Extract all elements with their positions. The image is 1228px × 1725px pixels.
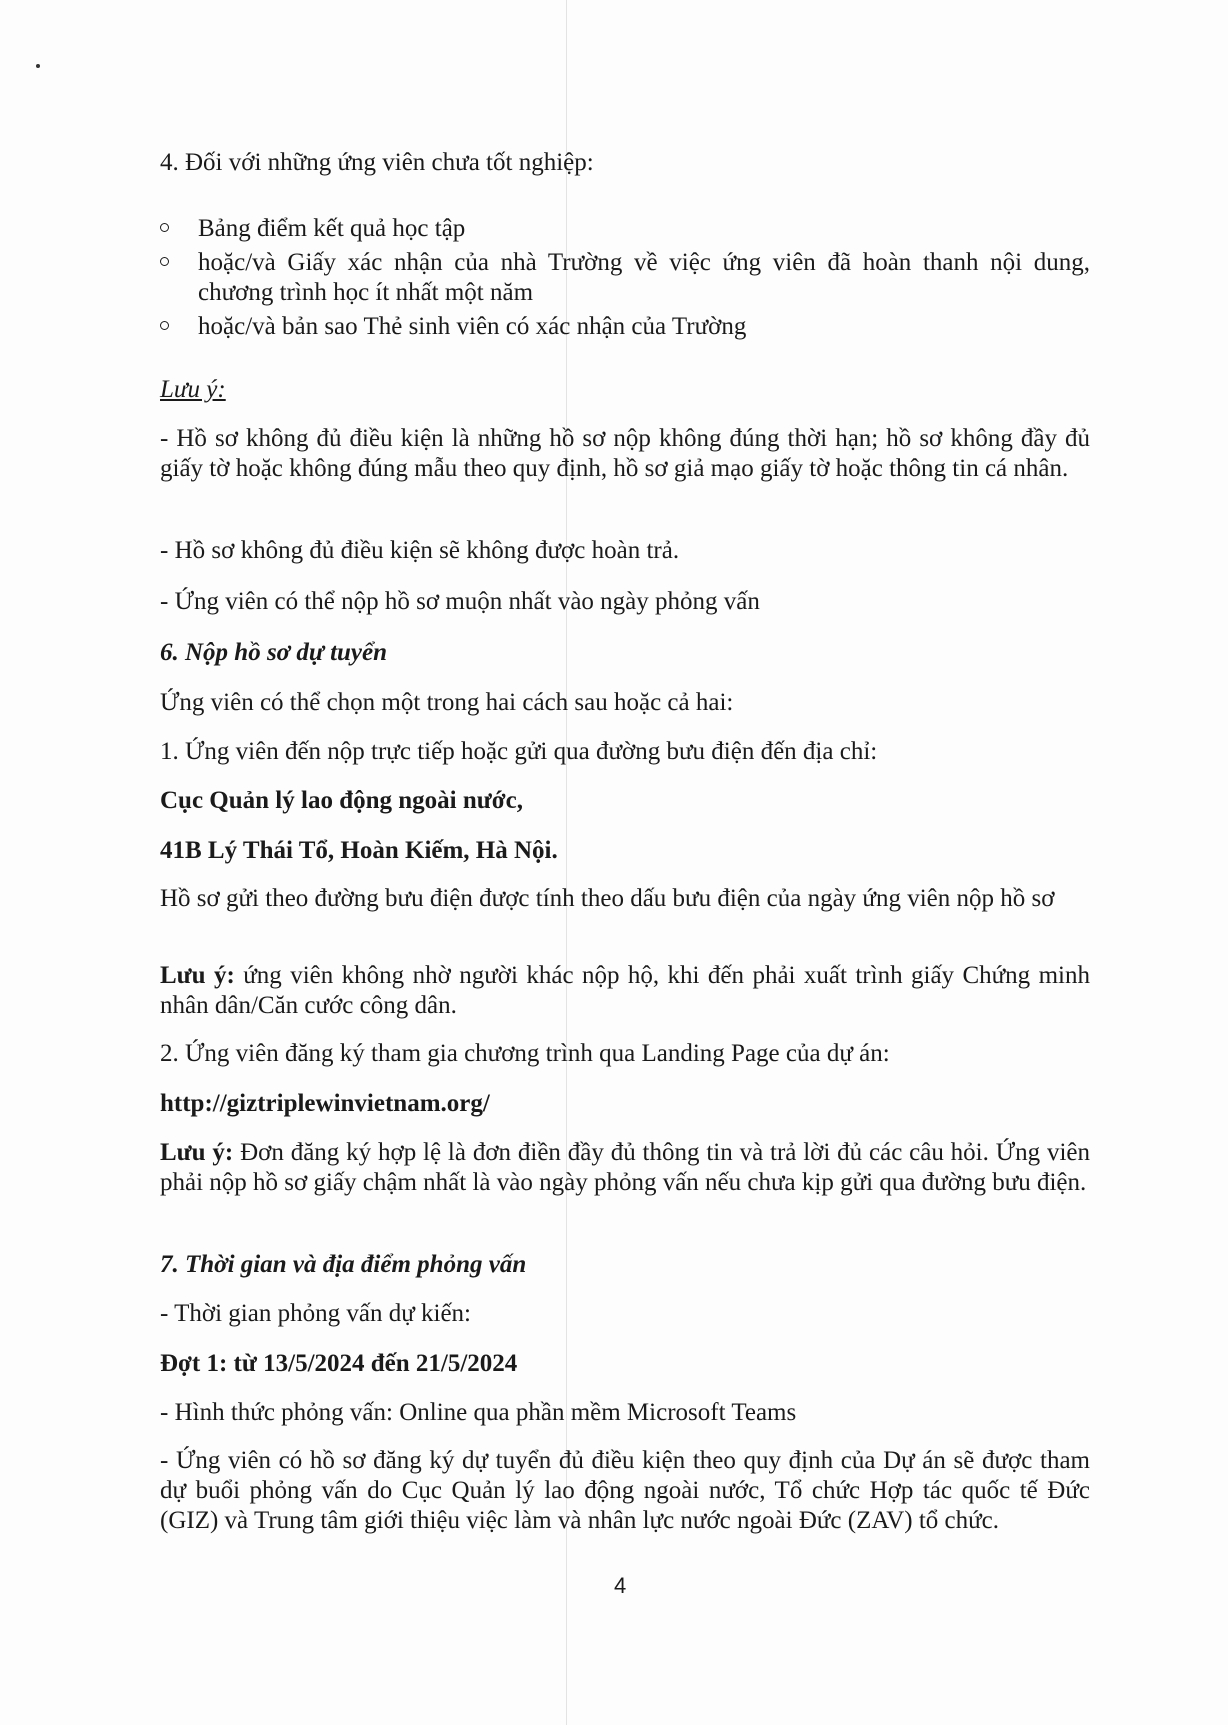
- note-text: Đơn đăng ký hợp lệ là đơn điền đầy đủ thông tin và trả lời đủ các câu hỏi. Ứng viên phải nộp hồ sơ giấy chậm nhất là vào ngày phỏng vấn nếu chưa kịp gửi qua đường bưu điện.: [160, 1139, 1091, 1196]
- option1-text: 1. Ứng viên đến nộp trực tiếp hoặc gửi qua đường bưu điện đến địa chỉ:: [160, 738, 878, 765]
- note-paragraph: - Hồ sơ không đủ điều kiện là những hồ sơ nộp không đúng thời hạn; hồ sơ không đầy đủ giấy tờ hoặc không đúng mẫu theo quy định, hồ sơ giả mạo giấy tờ hoặc thông tin cá nhân.: [160, 425, 1090, 482]
- interview-round1: Đợt 1: từ 13/5/2024 đến 21/5/2024: [160, 1350, 518, 1377]
- circle-bullet-icon: [160, 223, 169, 232]
- interview-eligibility: - Ứng viên có hồ sơ đăng ký dự tuyển đủ điều kiện theo quy định của Dự án sẽ được tham dự buổi phỏng vấn do Cục Quản lý lao động ngoài nước, Tổ chức Hợp tác quốc tế Đức (GIZ) và Trung tâm giới thiệu việc làm và nhân lực nước ngoài Đức (ZAV) tổ chức.: [160, 1447, 1090, 1534]
- scan-speck: [36, 64, 40, 68]
- section7-heading: 7. Thời gian và địa điểm phỏng vấn: [160, 1251, 527, 1278]
- bullet-text: Bảng điểm kết quả học tập: [198, 215, 466, 242]
- submission-note: [160, 961, 1090, 1021]
- item4-title: 4. Đối với những ứng viên chưa tốt nghiệp:: [160, 149, 594, 176]
- note-paragraph: - Ứng viên có thể nộp hồ sơ muộn nhất vào ngày phỏng vấn: [160, 588, 760, 615]
- page-number: 4: [614, 1573, 627, 1598]
- registration-note: [160, 1138, 1090, 1198]
- note-label: Lưu ý:: [160, 376, 226, 403]
- bullet-text: hoặc/và Giấy xác nhận của nhà Trường về việc ứng viên đã hoàn thanh nội dung, chương trình học ít nhất một năm: [198, 249, 1090, 306]
- address-line2: 41B Lý Thái Tổ, Hoàn Kiếm, Hà Nội.: [160, 837, 558, 864]
- circle-bullet-icon: [160, 257, 169, 266]
- interview-time-label: - Thời gian phỏng vấn dự kiến:: [160, 1300, 471, 1327]
- landing-page-url: http://giztriplewinvietnam.org/: [160, 1090, 490, 1117]
- note-label: Lưu ý:: [160, 1139, 234, 1166]
- note-label: Lưu ý:: [160, 962, 235, 989]
- section6-intro: Ứng viên có thể chọn một trong hai cách sau hoặc cả hai:: [160, 689, 734, 716]
- postal-note: Hồ sơ gửi theo đường bưu điện được tính theo dấu bưu điện của ngày ứng viên nộp hồ sơ: [160, 885, 1055, 912]
- circle-bullet-icon: [160, 321, 169, 330]
- address-line1: Cục Quản lý lao động ngoài nước,: [160, 787, 523, 814]
- interview-format: - Hình thức phỏng vấn: Online qua phần mềm Microsoft Teams: [160, 1399, 797, 1426]
- section6-heading: 6. Nộp hồ sơ dự tuyển: [160, 639, 388, 666]
- note-paragraph: - Hồ sơ không đủ điều kiện sẽ không được hoàn trả.: [160, 537, 680, 564]
- bullet-text: hoặc/và bản sao Thẻ sinh viên có xác nhận của Trường: [198, 313, 747, 340]
- option2-text: 2. Ứng viên đăng ký tham gia chương trình qua Landing Page của dự án:: [160, 1040, 890, 1067]
- note-text: ứng viên không nhờ người khác nộp hộ, khi đến phải xuất trình giấy Chứng minh nhân dân/Căn cước công dân.: [160, 962, 1090, 1019]
